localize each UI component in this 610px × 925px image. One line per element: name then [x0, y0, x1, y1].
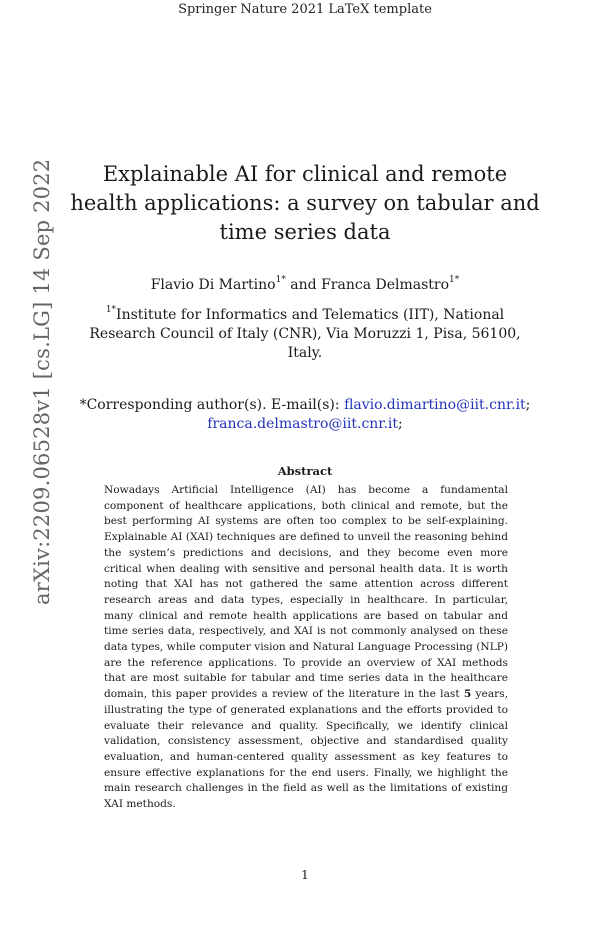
paper-title: Explainable AI for clinical and remote health applications: a survey on tabular and time series data: [70, 162, 540, 244]
affiliation-mark: 1*: [105, 305, 117, 316]
email-link[interactable]: flavio.dimartino@iit.cnr.it: [344, 397, 526, 413]
author-name: Franca Delmastro: [321, 277, 450, 293]
affiliation-text: Institute for Informatics and Telematics (IIT), National Research Council of Italy (CNR), Via Moruzzi 1, Pisa, 56100, Italy.: [89, 307, 521, 361]
affiliation: [80, 306, 530, 363]
abstract-text: years, illustrating the type of generated explanations and the efforts provided to evaluate their relevance and quality. Specifically, we identify clinical validation, consistency assessment, objective and standardised quality evaluation, and human-centered quality assessment as key features to ensure effective explanations for the end users. Finally, we highlight the main research challenges in the field as well as the limitations of existing XAI methods.: [104, 688, 508, 811]
abstract-emphasis: 5: [463, 688, 472, 701]
author-connector: and: [285, 277, 322, 293]
running-header: Springer Nature 2021 LaTeX template: [178, 2, 432, 17]
arxiv-stamp: [22, 120, 62, 605]
author-affiliation-mark: 1*: [449, 275, 460, 286]
email-link[interactable]: franca.delmastro@iit.cnr.it: [207, 416, 399, 432]
arxiv-stamp-text: arXiv:2209.06528v1 [cs.LG] 14 Sep 2022: [30, 158, 54, 605]
abstract-heading: Abstract: [277, 464, 333, 478]
abstract-text: Nowadays Artificial Intelligence (AI) has become a fundamental component of healthcare applications, both clinical and remote, but the best performing AI systems are often too complex to be self-explaining. Explainable AI (XAI) techniques are defined to unveil the reasoning behind the system’s predictions and decisions, and they become even more critical when dealing with sensitive and personal health data. It is worth noting that XAI has not gathered the same attention across different research areas and data types, especially in healthcare. In particular, many clinical and remote health applications are based on tabular and time series data, respectively, and XAI is not commonly analysed on these data types, while computer vision and Natural Language Processing (NLP) are the reference applications. To provide an overview of XAI methods that are most suitable for tabular and time series data in the healthcare domain, this paper provides a review of the literature in the last: [104, 484, 508, 701]
author-list: [70, 276, 540, 294]
abstract-body: [104, 483, 508, 813]
author-affiliation-mark: 1*: [275, 275, 286, 286]
author-name: Flavio Di Martino: [150, 277, 276, 293]
page-number: 1: [301, 868, 309, 882]
corresponding-authors: *Corresponding author(s). E-mail(s): flavio.dimartino@iit.cnr.it; franca.delmastro@iit.cnr.it;: [79, 397, 531, 432]
corresponding-label: *Corresponding author(s). E-mail(s):: [79, 397, 345, 413]
